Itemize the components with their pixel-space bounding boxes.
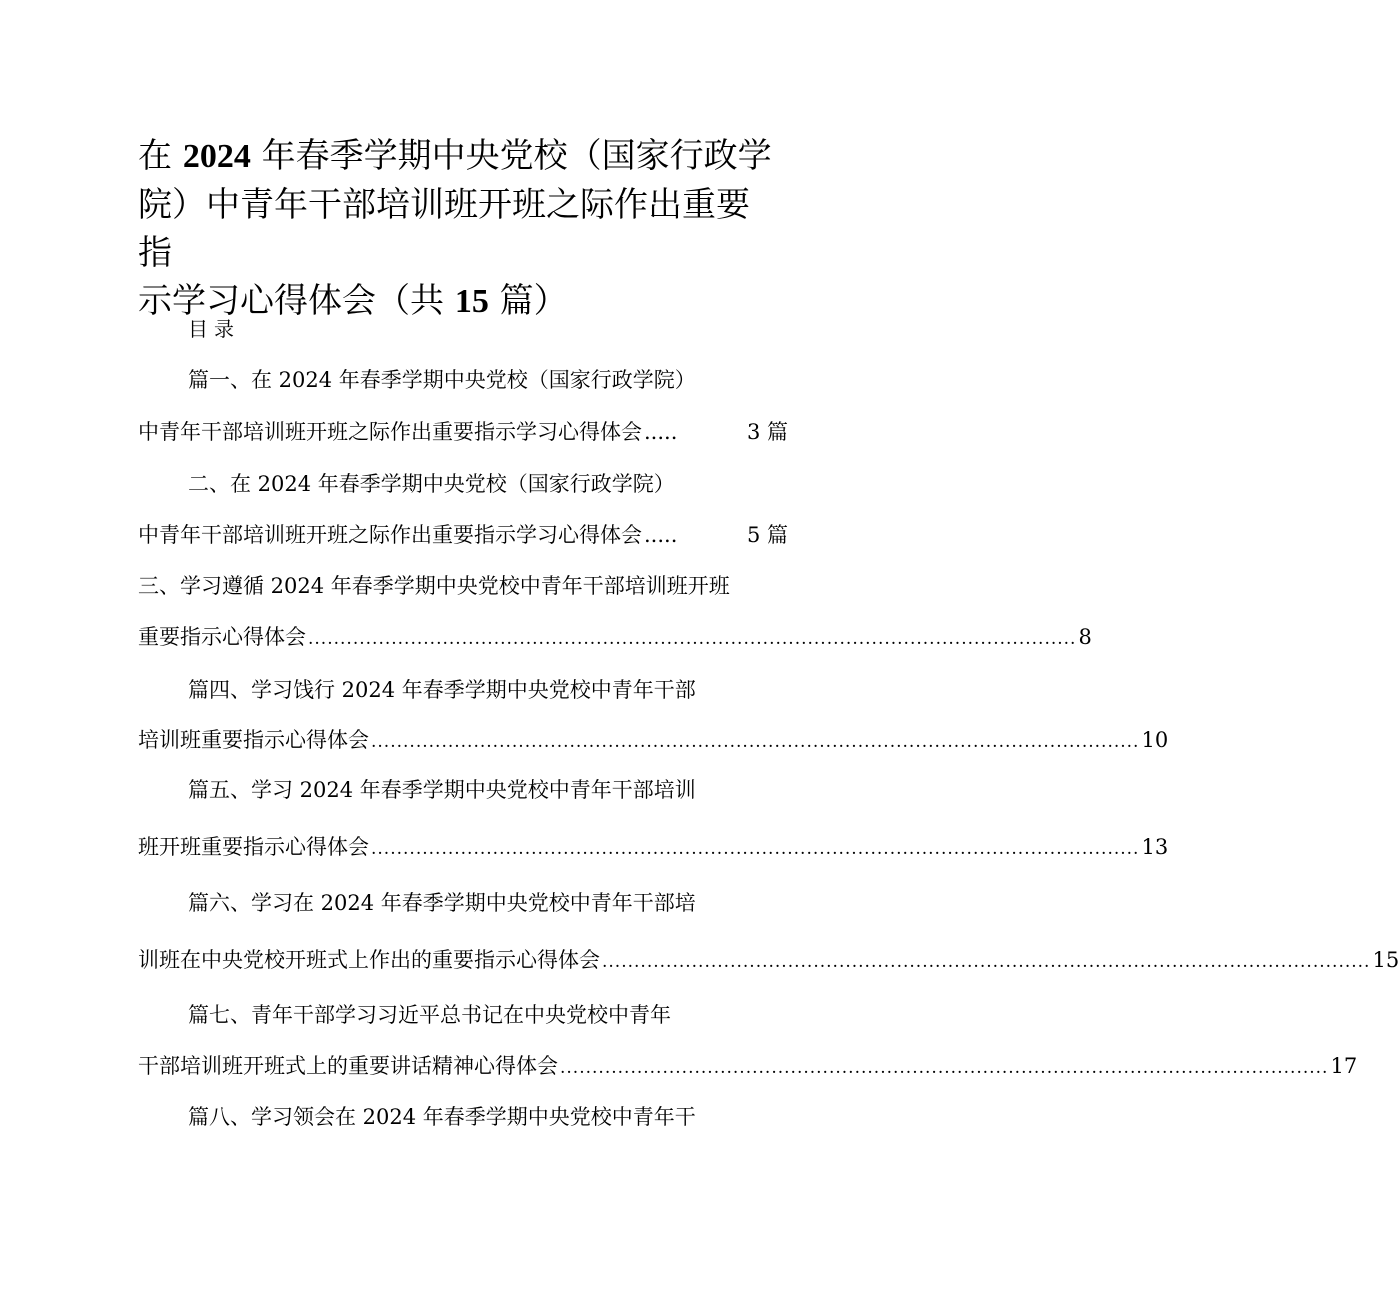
toc-entry-4-line-2[interactable]: 培训班重要指示心得体会 ........................................................................................................................ 10	[138, 725, 788, 755]
toc-heading: 目录	[188, 317, 240, 341]
toc-page-number: 10	[1141, 728, 1169, 752]
title-line-3: 示学习心得体会（共 15 篇）	[138, 281, 568, 321]
toc-leader-dots: ........................................................................................................................	[602, 952, 1371, 972]
toc-entry-5-line-2[interactable]: 班开班重要指示心得体会 ........................................................................................................................ 13	[138, 832, 788, 862]
toc-page-number: 3 篇	[746, 420, 788, 444]
toc-entry-1-line-1[interactable]: 篇一、在 2024 年春季学期中央党校（国家行政学院）	[188, 368, 696, 392]
toc-leader-dots: .....	[644, 523, 678, 547]
toc-entry-6-line-1[interactable]: 篇六、学习在 2024 年春季学期中央党校中青年干部培	[188, 891, 696, 915]
toc-leader-dots: ........................................................................................................................	[560, 1058, 1329, 1078]
toc-entry-2-line-2[interactable]: 中青年干部培训班开班之际作出重要指示学习心得体会 ..... 5 篇	[138, 520, 788, 550]
toc-entry-7-line-2[interactable]: 干部培训班开班式上的重要讲话精神心得体会 ........................................................................................................................ 17	[138, 1051, 768, 1081]
toc-entry-5-line-1[interactable]: 篇五、学习 2024 年春季学期中央党校中青年干部培训	[188, 778, 696, 802]
toc-entry-1-line-2[interactable]: 中青年干部培训班开班之际作出重要指示学习心得体会 ..... 3 篇	[138, 417, 788, 447]
toc-page-number: 13	[1141, 835, 1169, 859]
toc-entry-3-line-2[interactable]: 重要指示心得体会 ........................................................................................................................ 8	[138, 622, 788, 652]
toc-entry-8-line-1[interactable]: 篇八、学习领会在 2024 年春季学期中央党校中青年干	[188, 1105, 696, 1129]
toc-page-number: 15	[1372, 948, 1399, 972]
toc-leader-dots: ........................................................................................................................	[371, 839, 1140, 859]
toc-leader-dots: ........................................................................................................................	[371, 732, 1140, 752]
toc-leader-dots: ........................................................................................................................	[308, 629, 1077, 649]
toc-entry-7-line-1[interactable]: 篇七、青年干部学习习近平总书记在中央党校中青年	[188, 1003, 671, 1027]
toc-page-number: 8	[1078, 625, 1092, 649]
toc-entry-3-line-1[interactable]: 三、学习遵循 2024 年春季学期中央党校中青年干部培训班开班	[138, 574, 730, 598]
title-line-1: 在 2024 年春季学期中央党校（国家行政学	[138, 136, 772, 176]
toc-entry-2-line-1[interactable]: 二、在 2024 年春季学期中央党校（国家行政学院）	[188, 472, 675, 496]
toc-entry-4-line-1[interactable]: 篇四、学习饯行 2024 年春季学期中央党校中青年干部	[188, 678, 696, 702]
toc-entry-6-line-2[interactable]: 训班在中央党校开班式上作出的重要指示心得体会 ........................................................................................................................ 15	[138, 945, 788, 975]
toc-page-number: 17	[1330, 1054, 1358, 1078]
toc-page-number: 5 篇	[746, 523, 788, 547]
toc-leader-dots: .....	[644, 420, 678, 444]
document-title	[138, 132, 778, 326]
title-line-2: 院）中青年干部培训班开班之际作出重要指	[138, 185, 750, 273]
